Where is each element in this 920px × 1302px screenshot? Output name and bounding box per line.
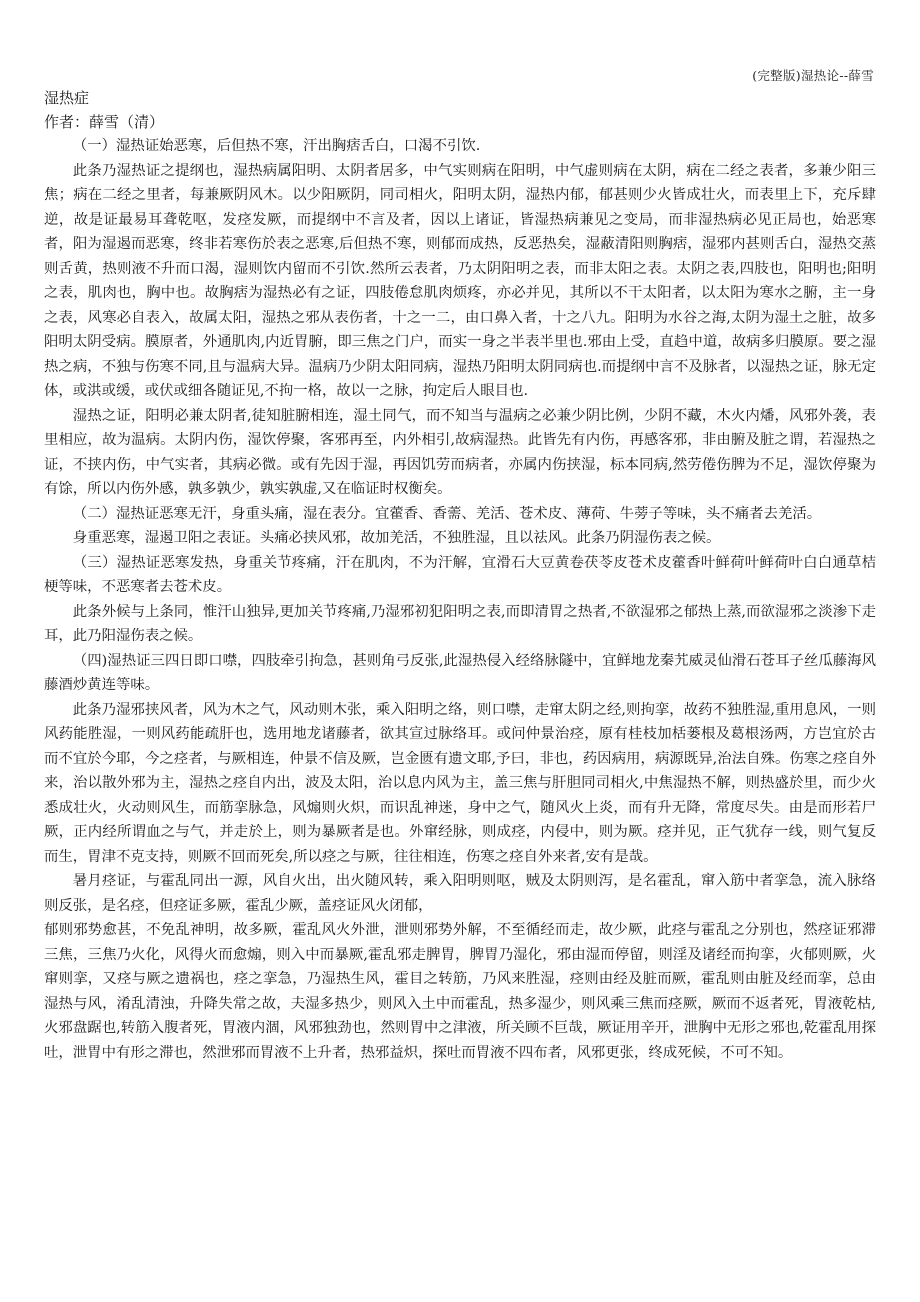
paragraph: 此条乃湿热证之提纲也，湿热病属阳明、太阴者居多，中气实则病在阳明，中气虚则病在太阴，病在二经之表者，多兼少阳三焦；病在二经之里者，每兼厥阴风木。以少阳厥阴，同司相火，阳明太阴，湿热内郁，郁甚则少火皆成壮火，而表里上下，充斥肆逆，故是证最易耳聋乾呕，发痉发厥，而提纲中不言及者，因以上诸证，皆湿热病兼见之变局，而非湿热病必见正局也，始恶寒者，阳为湿遏而恶寒，终非若寒伤於表之恶寒,后但热不寒，则郁而成热，反恶热矣，湿蔽清阳则胸痞，湿邪内甚则舌白，湿热交蒸则舌黄，热则液不升而口渴，湿则饮内留而不引饮.然所云表者，乃太阴阳明之表，而非太阳之表。太阴之表,四肢也，阳明也;阳明之表，肌肉也，胸中也。故胸痞为湿热必有之证，四肢倦怠肌肉烦疼，亦必并见，其所以不干太阳者，以太阳为寒水之腑，主一身之表，风寒必自表入，故属太阳，湿热之邪从表伤者，十之一二，由口鼻入者，十之八九。阳明为水谷之海,太阴为湿土之脏，故多阳明太阴受病。膜原者，外通肌肉,内近胃腑，即三焦之门户，而实一身之半表半里也.邪由上受，直趋中道，故病多归膜原。要之湿热之病，不独与伤寒不同,且与温病大异。温病乃少阴太阳同病，湿热乃阳明太阴同病也.而提纲中言不及脉者，以湿热之证，脉无定体，或洪或缓，或伏或细各随证见,不拘一格，故以一之脉，拘定后人眼目也. (44, 162, 876, 399)
paragraph: 此条乃湿邪挟风者，风为木之气，风动则木张，乘入阳明之络，则口噤，走窜太阴之经,则拘挛，故药不独胜湿,重用息风，一则风药能胜湿，一则风药能疏肝也，选用地龙诸藤者，欲其宣过脉络耳。或问仲景治痉，原有桂枝加栝蒌根及葛根汤两，方岂宜於古而不宜於今耶，今之痉者，与厥相连，仲景不信及厥，岂金匮有遗文耶,予曰，非也，药因病用，病源既异,治法自殊。伤寒之痉自外来，治以散外邪为主，湿热之痉自内出，波及太阳，治以息内风为主，盖三焦与肝胆同司相火,中焦湿热不解，则热盛於里，而少火悉成壮火，火动则风生，而筋挛脉急，风煽则火炽，而识乱神迷，身中之气，随风火上炎，而有升无降，常度尽失。由是而形若尸厥，正内经所谓血之与气，并走於上，则为暴厥者是也。外窜经脉，则成痉，内侵中，则为厥。痉并见，正气犹存一线，则气复反而生，胃津不克支持，则厥不回而死矣,所以痉之与厥，往往相连，伤寒之痉自外来者,安有是哉。 (44, 701, 876, 865)
paragraph: 身重恶寒，湿遏卫阳之表证。头痛必挟风邪，故加羌活，不独胜湿，且以祛风。此条乃阴湿伤表之候。 (72, 530, 721, 546)
paragraph: 湿热之证，阳明必兼太阴者,徒知脏腑相连，湿土同气，而不知当与温病之必兼少阴比例，少阴不藏，木火内燔，风邪外袭，表里相应，故为温病。太阴内伤，湿饮停聚，客邪再至，内外相引,故病湿热。此皆先有内伤，再感客邪，非由腑及脏之谓，若湿热之证，不挟内伤，中气实者，其病必微。或有先因于湿，再因饥劳而病者，亦属内伤挟湿，标本同病,然劳倦伤脾为不足，湿饮停聚为有馀，所以内伤外感，孰多孰少，孰实孰虚,又在临证时权衡矣。 (44, 407, 876, 497)
document-body (44, 86, 876, 1065)
paragraph: （三）湿热证恶寒发热，身重关节疼痛，汗在肌肉，不为汗解，宜滑石大豆黄卷茯苓皮苍术皮藿香叶鲜荷叶鲜荷叶白白通草桔梗等味，不恶寒者去苍术皮。 (44, 554, 876, 595)
running-header: (完整版)湿热论--薛雪 (752, 68, 874, 83)
paragraph: 暑月痉证，与霍乱同出一源，风自火出，出火随风转，乘入阳明则呕，贼及太阴则泻，是名霍乱，窜入筋中者挛急，流入脉络则反张，是名痉，但痉证多厥，霍乱少厥，盖痉证风火闭郁， (44, 873, 876, 914)
paragraph: （二）湿热证恶寒无汗，身重头痛，湿在表分。宜藿香、香薷、羌活、苍术皮、薄荷、牛蒡子等味，头不痛者去羌活。 (72, 505, 822, 522)
paragraph: （四)湿热证三四日即口噤，四肢牵引拘急，甚则角弓反张,此湿热侵入经络脉隧中，宜鲜地龙秦艽威灵仙滑石苍耳子丝瓜藤海风藤酒炒黄连等味。 (44, 652, 876, 693)
paragraph: 此条外候与上条同，惟汗山独异,更加关节疼痛,乃湿邪初犯阳明之表,而即清胃之热者,不欲湿邪之郁热上蒸,而欲湿邪之淡渗下走耳，此乃阳湿伤表之候。 (44, 603, 876, 644)
document-title: 湿热症 (44, 89, 90, 107)
author-line: 作者：薛雪（清） (44, 113, 165, 131)
paragraph: 郁则邪势愈甚，不免乱神明，故多厥，霍乱风火外泄，泄则邪势外解，不至循经而走，故少厥，此痉与霍乱之分别也，然痉证邪滞三焦，三焦乃火化，风得火而愈煽，则入中而暴厥,霍乱邪走脾胃，脾胃乃湿化，邪由湿而停留，则淫及诸经而拘挛，火郁则厥，火窜则挛，又痉与厥之遗祸也，痉之挛急，乃湿热生风，霍目之转筋，乃风来胜湿，痉则由经及脏而厥，霍乱则由脏及经而挛，总由湿热与风，淆乱清浊，升降失常之故，夫湿多热少，则风入土中而霍乱，热多湿少，则风乘三焦而痉厥，厥而不返者死，胃液乾枯,火邪盘踞也,转筋入腹者死，胃液内涸，风邪独劲也，然则胃中之津液，所关顾不巨哉，厥证用辛开，泄胸中无形之邪也,乾霍乱用探吐，泄胃中有形之滞也，然泄邪而胃液不上升者，热邪益炽，探吐而胃液不四布者，风邪更张，终成死候，不可不知。 (44, 922, 876, 1061)
paragraph: （一）湿热证始恶寒，后但热不寒，汗出胸痞舌白，口渴不引饮. (72, 138, 481, 154)
